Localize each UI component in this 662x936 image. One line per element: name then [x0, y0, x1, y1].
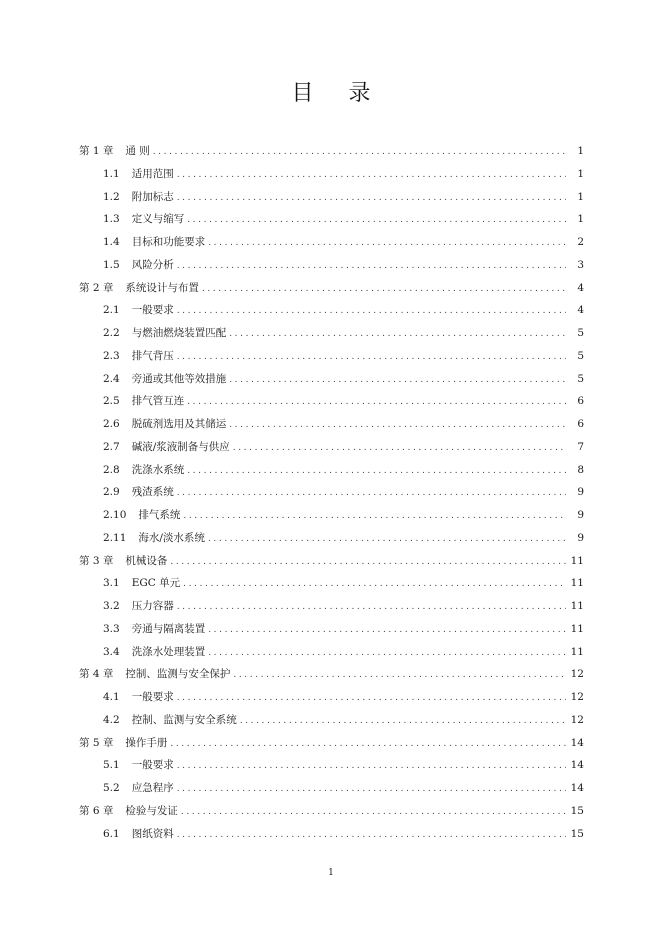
toc-entry-title: 定义与缩写 — [131, 213, 185, 226]
toc-entry-number: 2.3 — [103, 349, 120, 362]
toc-chapter-row[interactable] — [79, 732, 584, 755]
toc-entry-title: 检验与发证 — [125, 804, 178, 817]
toc-entry-number: 第 2 章 — [79, 281, 114, 294]
toc-dot-leader — [229, 369, 566, 392]
toc-entry-number: 第 5 章 — [79, 736, 114, 749]
toc-entry-title: 洗涤水系统 — [131, 463, 185, 476]
toc-dot-leader — [229, 414, 566, 437]
toc-chapter-row[interactable] — [79, 800, 584, 823]
page-number: 1 — [328, 868, 334, 878]
toc-section-row[interactable] — [79, 709, 584, 732]
toc-chapter-row[interactable] — [79, 663, 584, 686]
toc-entry-page: 14 — [570, 782, 584, 794]
toc-entry-title: 碱液/浆液制备与供应 — [131, 440, 230, 453]
toc-entry-title: 应急程序 — [131, 782, 174, 794]
toc-section-row[interactable] — [79, 754, 584, 777]
toc-section-row[interactable] — [79, 823, 584, 846]
toc-dot-leader — [177, 687, 566, 710]
toc-entry-number: 3.2 — [103, 600, 120, 612]
toc-entry-number: 4.1 — [103, 691, 120, 703]
toc-entry-number: 5.1 — [103, 759, 120, 772]
toc-entry-page: 6 — [577, 418, 584, 430]
toc-entry-title: 残渣系统 — [131, 486, 174, 499]
toc-entry-page: 11 — [570, 600, 584, 612]
toc-entry-page: 1 — [577, 213, 584, 226]
toc-entry-number: 3.3 — [103, 622, 120, 635]
toc-entry-title: 旁通或其他等效措施 — [131, 372, 227, 385]
toc-entry-number: 1.4 — [103, 236, 120, 248]
toc-dot-leader — [233, 437, 566, 460]
toc-section-row[interactable] — [79, 777, 584, 800]
toc-entry-page: 4 — [577, 281, 584, 294]
toc-entry-number: 第 3 章 — [79, 554, 114, 567]
toc-section-row[interactable] — [79, 572, 584, 595]
toc-entry-title: 系统设计与布置 — [125, 281, 199, 294]
toc-entry-number: 2.7 — [103, 440, 120, 453]
toc-section-row[interactable] — [79, 413, 584, 436]
toc-entry-number: 2.2 — [103, 327, 120, 339]
toc-dot-leader — [177, 596, 566, 619]
toc-entry-number: 2.1 — [103, 304, 120, 317]
toc-entry-title: 通 则 — [125, 145, 150, 157]
toc-section-row[interactable] — [79, 322, 584, 345]
toc-entry-page: 3 — [577, 258, 584, 271]
toc-dot-leader — [208, 232, 566, 255]
toc-section-row[interactable] — [79, 299, 584, 322]
toc-dot-leader — [187, 460, 566, 483]
toc-dot-leader — [177, 187, 566, 210]
toc-entry-number: 4.2 — [103, 713, 120, 726]
toc-entry-page: 5 — [577, 372, 584, 385]
toc-dot-leader — [183, 573, 566, 596]
toc-dot-leader — [177, 164, 566, 187]
toc-entry-page: 14 — [570, 736, 584, 749]
toc-entry-number: 3.1 — [103, 577, 120, 590]
toc-entry-title: 排气系统 — [138, 509, 181, 521]
toc-entry-page: 6 — [577, 395, 584, 408]
toc-dot-leader — [177, 346, 566, 369]
toc-dot-leader — [177, 300, 566, 323]
toc-dot-leader — [202, 278, 566, 301]
toc-entry-title: 一般要求 — [131, 759, 174, 772]
toc-entry-title: 风险分析 — [131, 258, 174, 271]
toc-entry-title: 图纸资料 — [131, 827, 174, 840]
toc-chapter-row[interactable] — [79, 140, 584, 163]
toc-dot-leader — [183, 505, 566, 528]
toc-entry-page: 15 — [570, 827, 584, 840]
toc-entry-title: 目标和功能要求 — [131, 236, 206, 248]
toc-dot-leader — [177, 778, 566, 801]
toc-dot-leader — [177, 755, 566, 778]
toc-section-row[interactable] — [79, 231, 584, 254]
toc-entry-page: 11 — [570, 554, 584, 567]
toc-dot-leader — [240, 710, 566, 733]
toc-section-row[interactable] — [79, 686, 584, 709]
toc-dot-leader — [170, 733, 566, 756]
toc-section-row[interactable] — [79, 504, 584, 527]
toc-entry-number: 1.2 — [103, 190, 120, 203]
toc-entry-title: 附加标志 — [131, 190, 174, 203]
toc-entry-page: 5 — [577, 327, 584, 339]
toc-entry-title: 一般要求 — [131, 691, 174, 703]
toc-list — [79, 140, 584, 845]
toc-entry-page: 7 — [577, 440, 584, 453]
toc-entry-number: 3.4 — [103, 645, 120, 658]
toc-entry-page: 1 — [577, 190, 584, 203]
toc-entry-page: 5 — [577, 349, 584, 362]
toc-section-row[interactable] — [79, 618, 584, 641]
toc-dot-leader — [153, 141, 566, 164]
toc-entry-page: 1 — [577, 167, 584, 180]
toc-entry-number: 5.2 — [103, 782, 120, 794]
page-title: 目 录 — [291, 81, 385, 106]
toc-entry-page: 11 — [570, 645, 584, 658]
toc-entry-number: 2.4 — [103, 372, 120, 385]
toc-section-row[interactable] — [79, 345, 584, 368]
toc-entry-title: 一般要求 — [131, 304, 174, 317]
toc-section-row[interactable] — [79, 254, 584, 277]
toc-dot-leader — [177, 255, 566, 278]
toc-entry-number: 2.5 — [103, 395, 120, 408]
toc-entry-page: 1 — [577, 145, 584, 157]
toc-entry-number: 2.8 — [103, 463, 120, 476]
toc-entry-title: 洗涤水处理装置 — [131, 645, 206, 658]
toc-entry-number: 2.6 — [103, 418, 120, 430]
toc-section-row[interactable] — [79, 481, 584, 504]
toc-section-row[interactable] — [79, 641, 584, 664]
toc-entry-number: 第 1 章 — [79, 145, 114, 157]
toc-chapter-row[interactable] — [79, 277, 584, 300]
toc-section-row[interactable] — [79, 527, 584, 550]
toc-entry-title: 机械设备 — [125, 554, 168, 567]
toc-entry-title: 操作手册 — [125, 736, 168, 749]
toc-dot-leader — [229, 323, 566, 346]
toc-entry-page: 11 — [570, 622, 584, 635]
toc-entry-title: 脱硫剂选用及其储运 — [131, 418, 227, 430]
toc-entry-number: 2.9 — [103, 486, 120, 499]
toc-entry-page: 9 — [577, 531, 584, 544]
toc-entry-page: 11 — [570, 577, 584, 590]
toc-entry-number: 1.3 — [103, 213, 120, 226]
toc-entry-title: 排气背压 — [131, 349, 174, 362]
toc-section-row[interactable] — [79, 163, 584, 186]
toc-entry-title: 旁通与隔离装置 — [131, 622, 206, 635]
toc-dot-leader — [187, 209, 566, 232]
toc-entry-number: 第 4 章 — [79, 668, 114, 681]
toc-entry-title: 适用范围 — [131, 167, 174, 180]
toc-entry-page: 2 — [577, 236, 584, 248]
toc-dot-leader — [177, 482, 566, 505]
toc-entry-title: 控制、监测与安全系统 — [131, 713, 237, 726]
toc-dot-leader — [208, 619, 566, 642]
toc-entry-number: 2.11 — [103, 531, 127, 544]
toc-entry-number: 1.5 — [103, 258, 120, 271]
toc-dot-leader — [177, 824, 566, 847]
toc-entry-number: 6.1 — [103, 827, 120, 840]
toc-entry-number: 1.1 — [103, 167, 120, 180]
toc-entry-page: 12 — [570, 713, 584, 726]
toc-section-row[interactable] — [79, 208, 584, 231]
toc-entry-title: 与燃油燃烧装置匹配 — [131, 327, 227, 339]
toc-dot-leader — [208, 528, 566, 551]
toc-section-row[interactable] — [79, 459, 584, 482]
toc-entry-page: 9 — [577, 509, 584, 521]
toc-dot-leader — [233, 664, 566, 687]
toc-entry-page: 12 — [570, 668, 584, 681]
toc-dot-leader — [181, 801, 566, 824]
toc-entry-page: 15 — [570, 804, 584, 817]
toc-section-row[interactable] — [79, 186, 584, 209]
toc-dot-leader — [187, 391, 566, 414]
toc-chapter-row[interactable] — [79, 550, 584, 573]
toc-section-row[interactable] — [79, 595, 584, 618]
toc-entry-title: 排气管互连 — [131, 395, 185, 408]
toc-entry-page: 4 — [577, 304, 584, 317]
toc-dot-leader — [170, 551, 566, 574]
toc-entry-page: 9 — [577, 486, 584, 499]
toc-entry-page: 12 — [570, 691, 584, 703]
toc-entry-page: 14 — [570, 759, 584, 772]
toc-section-row[interactable] — [79, 368, 584, 391]
toc-entry-page: 8 — [577, 463, 584, 476]
toc-entry-number: 第 6 章 — [79, 804, 114, 817]
toc-entry-title: EGC 单元 — [131, 577, 181, 590]
toc-entry-title: 压力容器 — [131, 600, 174, 612]
toc-dot-leader — [208, 642, 566, 665]
toc-entry-title: 海水/淡水系统 — [138, 531, 205, 544]
toc-section-row[interactable] — [79, 390, 584, 413]
toc-entry-number: 2.10 — [103, 509, 127, 521]
toc-section-row[interactable] — [79, 436, 584, 459]
toc-entry-title: 控制、监测与安全保护 — [125, 668, 231, 681]
